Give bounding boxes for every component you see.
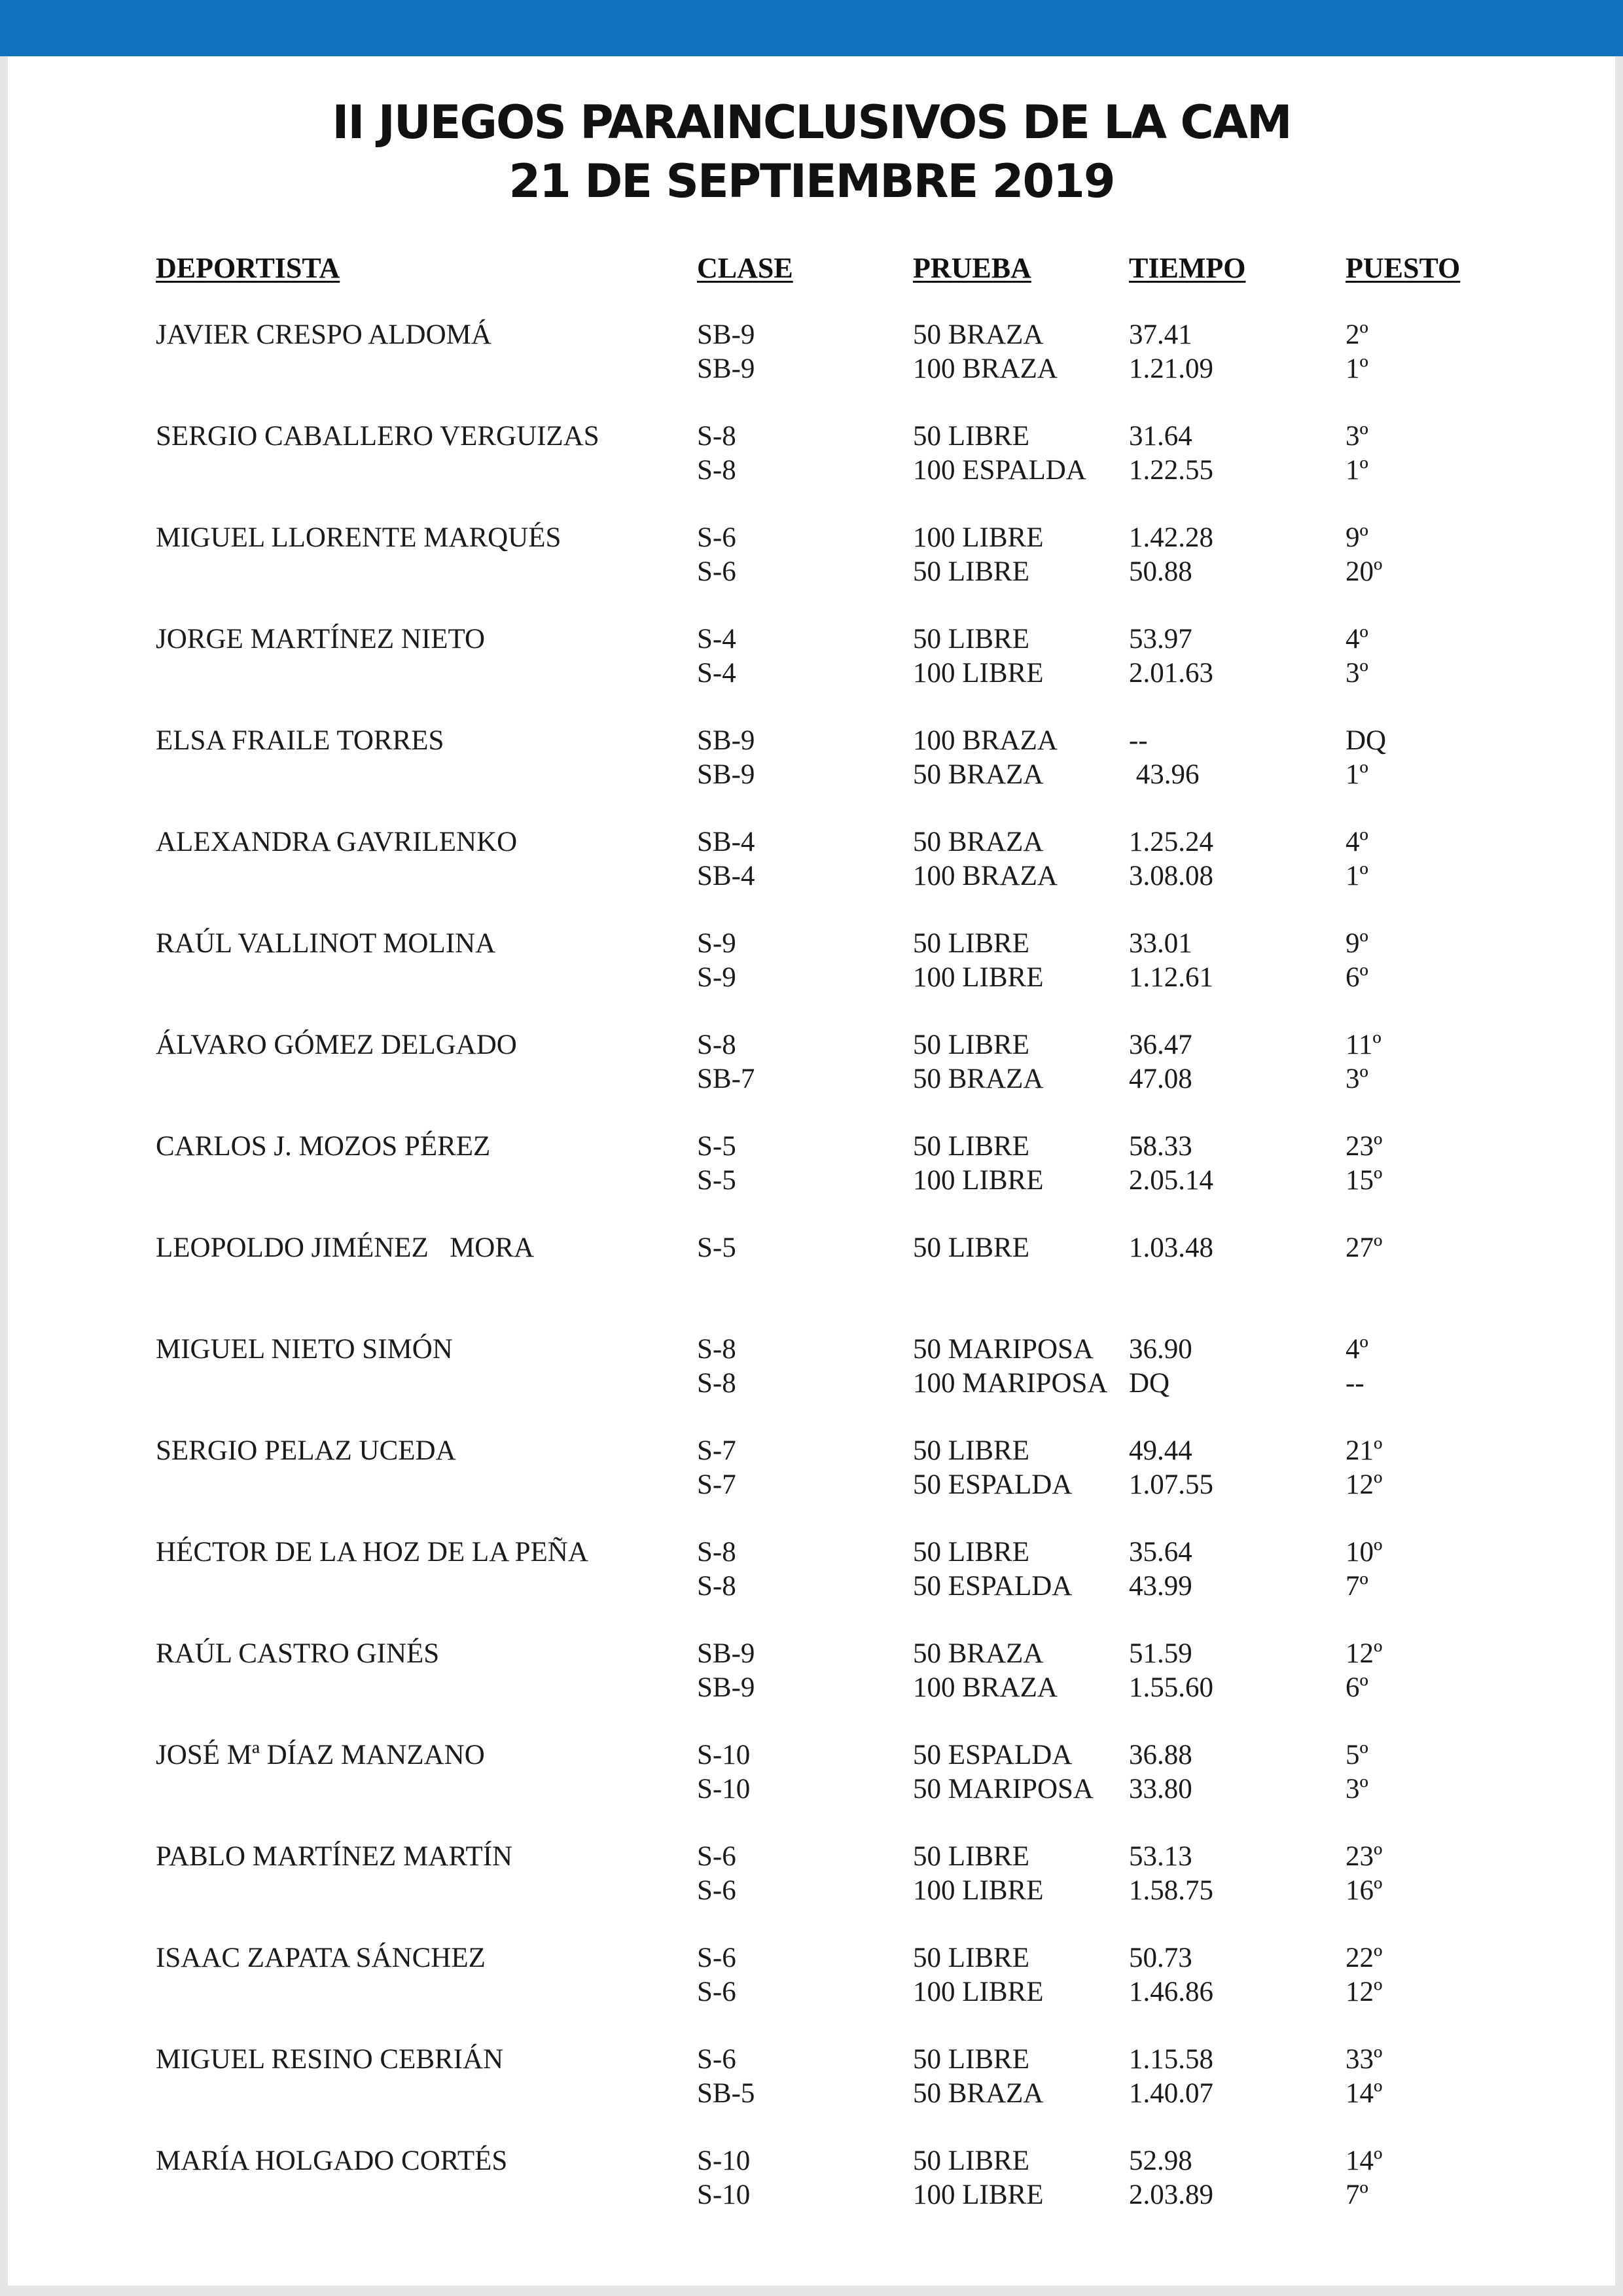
results-document <box>8 56 1615 2286</box>
result-puesto: 3º <box>1346 1774 1368 1804</box>
result-tiempo: 2.01.63 <box>1129 658 1213 689</box>
result-clase: S-8 <box>697 1030 736 1060</box>
result-clase: S-7 <box>697 1435 736 1466</box>
result-clase: S-10 <box>697 1774 751 1804</box>
result-puesto: -- <box>1346 1368 1364 1399</box>
result-prueba: 50 LIBRE <box>913 1537 1029 1568</box>
result-puesto: 1º <box>1346 861 1368 891</box>
result-tiempo: 58.33 <box>1129 1131 1192 1162</box>
result-clase: S-6 <box>697 556 736 587</box>
result-prueba: 50 BRAZA <box>913 1638 1044 1669</box>
result-tiempo: 2.03.89 <box>1129 2179 1213 2210</box>
result-clase: SB-9 <box>697 1638 755 1669</box>
result-prueba: 50 LIBRE <box>913 2044 1029 2075</box>
result-puesto: 33º <box>1346 2044 1383 2075</box>
result-clase: S-10 <box>697 2145 751 2176</box>
result-puesto: 27º <box>1346 1232 1383 1263</box>
athlete-name: MIGUEL LLORENTE MARQUÉS <box>156 522 562 553</box>
result-prueba: 100 BRAZA <box>913 861 1058 891</box>
column-header-puesto: PUESTO <box>1346 252 1461 284</box>
result-tiempo: 53.13 <box>1129 1841 1192 1872</box>
result-prueba: 50 BRAZA <box>913 1064 1044 1094</box>
column-header-deportista: DEPORTISTA <box>156 252 340 284</box>
result-tiempo: 1.58.75 <box>1129 1875 1213 1906</box>
result-tiempo: 43.99 <box>1129 1571 1192 1602</box>
result-puesto: 6º <box>1346 1672 1368 1703</box>
result-prueba: 50 MARIPOSA <box>913 1774 1094 1804</box>
result-tiempo: 31.64 <box>1129 421 1192 452</box>
result-tiempo: 1.25.24 <box>1129 827 1213 857</box>
result-clase: SB-9 <box>697 319 755 350</box>
result-clase: S-8 <box>697 1368 736 1399</box>
document-title: II JUEGOS PARAINCLUSIVOS DE LA CAM <box>332 96 1291 149</box>
result-tiempo: 1.55.60 <box>1129 1672 1213 1703</box>
result-puesto: DQ <box>1346 725 1387 756</box>
result-puesto: 7º <box>1346 1571 1368 1602</box>
result-clase: SB-7 <box>697 1064 755 1094</box>
athlete-name: JOSÉ Mª DÍAZ MANZANO <box>156 1740 485 1770</box>
result-clase: SB-9 <box>697 353 755 384</box>
result-clase: S-8 <box>697 421 736 452</box>
result-clase: S-10 <box>697 1740 751 1770</box>
result-clase: S-6 <box>697 1977 736 2007</box>
athlete-name: ELSA FRAILE TORRES <box>156 725 444 756</box>
result-prueba: 100 LIBRE <box>913 1977 1044 2007</box>
result-prueba: 50 BRAZA <box>913 2078 1044 2109</box>
result-puesto: 21º <box>1346 1435 1383 1466</box>
result-clase: SB-9 <box>697 759 755 790</box>
result-puesto: 12º <box>1346 1977 1383 2007</box>
athlete-name: ALEXANDRA GAVRILENKO <box>156 827 518 857</box>
athlete-name: JORGE MARTÍNEZ NIETO <box>156 624 486 655</box>
column-header-clase: CLASE <box>697 252 793 284</box>
result-clase: S-5 <box>697 1165 736 1196</box>
result-prueba: 100 LIBRE <box>913 1875 1044 1906</box>
result-tiempo: 43.96 <box>1129 759 1200 790</box>
result-prueba: 50 LIBRE <box>913 1943 1029 1973</box>
result-puesto: 12º <box>1346 1469 1383 1500</box>
result-puesto: 2º <box>1346 319 1368 350</box>
result-clase: S-8 <box>697 1537 736 1568</box>
result-puesto: 5º <box>1346 1740 1368 1770</box>
result-prueba: 50 LIBRE <box>913 1232 1029 1263</box>
athlete-name: PABLO MARTÍNEZ MARTÍN <box>156 1841 513 1872</box>
result-tiempo: 1.12.61 <box>1129 962 1213 993</box>
result-puesto: 4º <box>1346 1334 1368 1365</box>
result-puesto: 12º <box>1346 1638 1383 1669</box>
result-tiempo: 47.08 <box>1129 1064 1192 1094</box>
result-clase: SB-5 <box>697 2078 755 2109</box>
result-clase: SB-4 <box>697 861 755 891</box>
result-tiempo: 35.64 <box>1129 1537 1192 1568</box>
top-color-bar <box>0 0 1623 56</box>
result-clase: S-6 <box>697 2044 736 2075</box>
result-tiempo: 50.73 <box>1129 1943 1192 1973</box>
result-tiempo: 53.97 <box>1129 624 1192 655</box>
result-prueba: 50 BRAZA <box>913 827 1044 857</box>
result-puesto: 6º <box>1346 962 1368 993</box>
result-prueba: 100 ESPALDA <box>913 455 1086 486</box>
result-prueba: 100 BRAZA <box>913 353 1058 384</box>
result-tiempo: 51.59 <box>1129 1638 1192 1669</box>
result-tiempo: 1.40.07 <box>1129 2078 1213 2109</box>
result-prueba: 50 BRAZA <box>913 759 1044 790</box>
result-clase: S-9 <box>697 962 736 993</box>
result-clase: S-6 <box>697 1875 736 1906</box>
result-puesto: 14º <box>1346 2145 1383 2176</box>
column-header-prueba: PRUEBA <box>913 252 1031 284</box>
result-clase: S-5 <box>697 1232 736 1263</box>
result-puesto: 4º <box>1346 624 1368 655</box>
result-puesto: 1º <box>1346 455 1368 486</box>
athlete-name: MIGUEL NIETO SIMÓN <box>156 1334 453 1365</box>
result-clase: S-8 <box>697 455 736 486</box>
result-clase: S-4 <box>697 624 736 655</box>
result-clase: S-6 <box>697 1943 736 1973</box>
result-puesto: 23º <box>1346 1131 1383 1162</box>
athlete-name: MARÍA HOLGADO CORTÉS <box>156 2145 508 2176</box>
result-clase: S-8 <box>697 1334 736 1365</box>
result-prueba: 100 LIBRE <box>913 2179 1044 2210</box>
result-puesto: 14º <box>1346 2078 1383 2109</box>
result-clase: S-10 <box>697 2179 751 2210</box>
result-tiempo: 3.08.08 <box>1129 861 1213 891</box>
result-tiempo: 1.46.86 <box>1129 1977 1213 2007</box>
result-prueba: 50 LIBRE <box>913 2145 1029 2176</box>
result-tiempo: 33.01 <box>1129 928 1192 959</box>
result-prueba: 50 LIBRE <box>913 1030 1029 1060</box>
result-puesto: 1º <box>1346 759 1368 790</box>
result-tiempo: 36.90 <box>1129 1334 1192 1365</box>
result-puesto: 1º <box>1346 353 1368 384</box>
result-prueba: 100 LIBRE <box>913 1165 1044 1196</box>
athlete-name: SERGIO CABALLERO VERGUIZAS <box>156 421 599 452</box>
result-puesto: 3º <box>1346 658 1368 689</box>
result-puesto: 4º <box>1346 827 1368 857</box>
result-prueba: 100 MARIPOSA <box>913 1368 1108 1399</box>
result-puesto: 7º <box>1346 2179 1368 2210</box>
result-prueba: 50 BRAZA <box>913 319 1044 350</box>
result-puesto: 11º <box>1346 1030 1382 1060</box>
result-clase: S-6 <box>697 1841 736 1872</box>
athlete-name: ÁLVARO GÓMEZ DELGADO <box>156 1030 517 1060</box>
athlete-name: ISAAC ZAPATA SÁNCHEZ <box>156 1943 486 1973</box>
result-prueba: 100 LIBRE <box>913 962 1044 993</box>
result-puesto: 9º <box>1346 522 1368 553</box>
result-clase: S-9 <box>697 928 736 959</box>
result-puesto: 3º <box>1346 1064 1368 1094</box>
athlete-name: RAÚL VALLINOT MOLINA <box>156 928 496 959</box>
athlete-name: SERGIO PELAZ UCEDA <box>156 1435 456 1466</box>
result-tiempo: 2.05.14 <box>1129 1165 1213 1196</box>
result-tiempo: 1.07.55 <box>1129 1469 1213 1500</box>
result-puesto: 9º <box>1346 928 1368 959</box>
result-tiempo: 33.80 <box>1129 1774 1192 1804</box>
result-tiempo: 50.88 <box>1129 556 1192 587</box>
column-header-tiempo: TIEMPO <box>1129 252 1246 284</box>
result-prueba: 100 LIBRE <box>913 658 1044 689</box>
result-prueba: 50 MARIPOSA <box>913 1334 1094 1365</box>
result-puesto: 15º <box>1346 1165 1383 1196</box>
athlete-name: CARLOS J. MOZOS PÉREZ <box>156 1131 491 1162</box>
result-prueba: 50 LIBRE <box>913 1841 1029 1872</box>
result-prueba: 100 BRAZA <box>913 725 1058 756</box>
result-prueba: 50 LIBRE <box>913 556 1029 587</box>
result-puesto: 10º <box>1346 1537 1383 1568</box>
result-tiempo: 49.44 <box>1129 1435 1192 1466</box>
result-tiempo: 1.03.48 <box>1129 1232 1213 1263</box>
result-tiempo: 1.15.58 <box>1129 2044 1213 2075</box>
athlete-name: MIGUEL RESINO CEBRIÁN <box>156 2044 504 2075</box>
result-prueba: 50 LIBRE <box>913 1435 1029 1466</box>
result-clase: SB-9 <box>697 725 755 756</box>
result-clase: SB-9 <box>697 1672 755 1703</box>
result-prueba: 50 ESPALDA <box>913 1469 1073 1500</box>
result-puesto: 22º <box>1346 1943 1383 1973</box>
result-prueba: 100 LIBRE <box>913 522 1044 553</box>
result-tiempo: DQ <box>1129 1368 1170 1399</box>
result-prueba: 50 ESPALDA <box>913 1740 1073 1770</box>
athlete-name: RAÚL CASTRO GINÉS <box>156 1638 440 1669</box>
result-clase: S-5 <box>697 1131 736 1162</box>
result-prueba: 50 LIBRE <box>913 421 1029 452</box>
document-date: 21 DE SEPTIEMBRE 2019 <box>508 154 1115 208</box>
result-prueba: 50 LIBRE <box>913 928 1029 959</box>
athlete-name: JAVIER CRESPO ALDOMÁ <box>156 319 491 350</box>
athlete-name: LEOPOLDO JIMÉNEZ MORA <box>156 1232 535 1263</box>
result-tiempo: -- <box>1129 725 1148 756</box>
result-clase: SB-4 <box>697 827 755 857</box>
result-tiempo: 1.42.28 <box>1129 522 1213 553</box>
result-tiempo: 37.41 <box>1129 319 1192 350</box>
result-prueba: 50 LIBRE <box>913 624 1029 655</box>
result-tiempo: 36.47 <box>1129 1030 1192 1060</box>
result-puesto: 23º <box>1346 1841 1383 1872</box>
result-prueba: 50 ESPALDA <box>913 1571 1073 1602</box>
result-clase: S-4 <box>697 658 736 689</box>
result-puesto: 16º <box>1346 1875 1383 1906</box>
result-tiempo: 52.98 <box>1129 2145 1192 2176</box>
athlete-name: HÉCTOR DE LA HOZ DE LA PEÑA <box>156 1537 588 1568</box>
result-clase: S-7 <box>697 1469 736 1500</box>
result-tiempo: 1.22.55 <box>1129 455 1213 486</box>
result-tiempo: 1.21.09 <box>1129 353 1213 384</box>
result-clase: S-6 <box>697 522 736 553</box>
result-prueba: 100 BRAZA <box>913 1672 1058 1703</box>
result-prueba: 50 LIBRE <box>913 1131 1029 1162</box>
result-clase: S-8 <box>697 1571 736 1602</box>
result-puesto: 20º <box>1346 556 1383 587</box>
result-tiempo: 36.88 <box>1129 1740 1192 1770</box>
result-puesto: 3º <box>1346 421 1368 452</box>
